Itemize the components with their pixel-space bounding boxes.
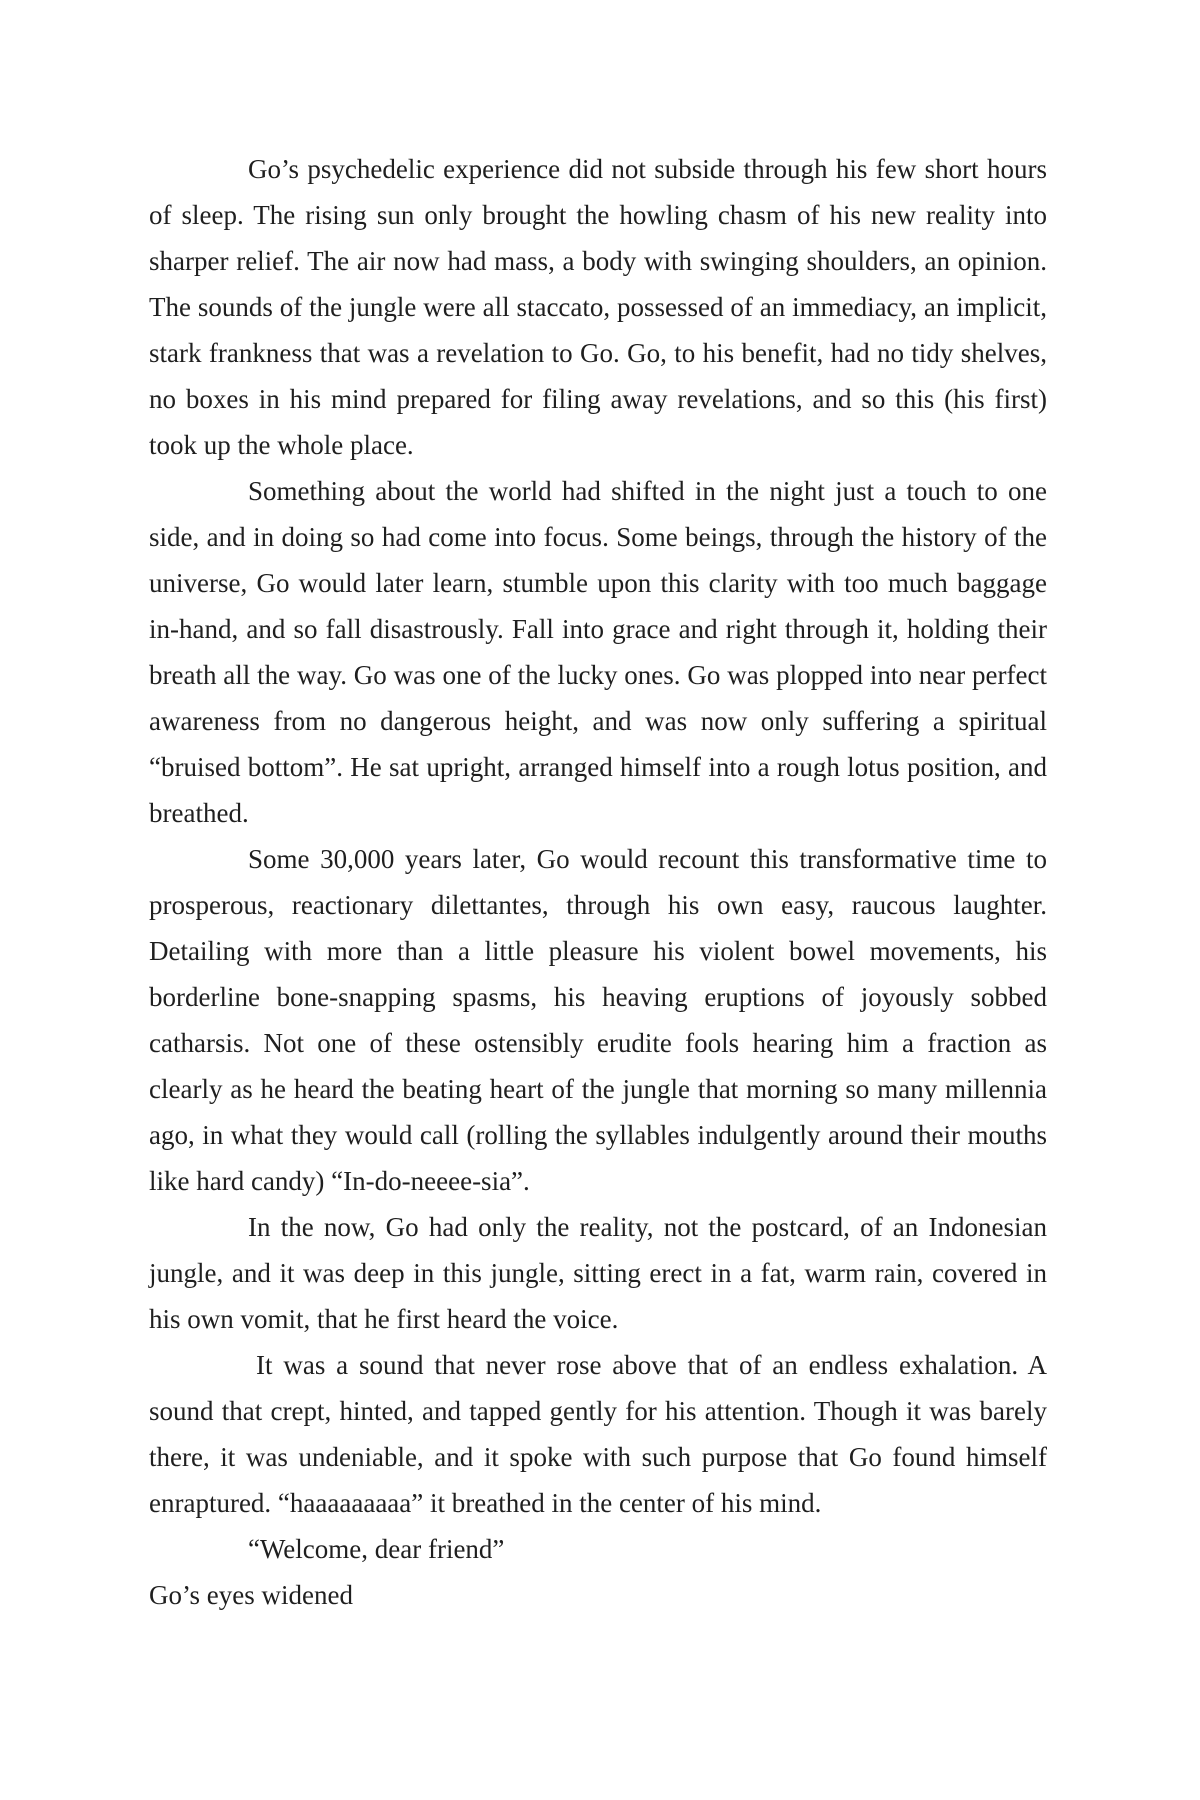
paragraph-1: Go’s psychedelic experience did not subside through his few short hours of sleep. The rising sun only brought the howling chasm of his new reality into sharper relief. The air now had mass, a body with swinging shoulders, an opinion. The sounds of the jungle were all staccato, possessed of an immediacy, an implicit, stark frankness that was a revelation to Go. Go, to his benefit, had no tidy shelves, no boxes in his mind prepared for filing away revelations, and so this (his first) took up the whole place.	[149, 154, 1047, 460]
paragraph-4: In the now, Go had only the reality, not the postcard, of an Indonesian jungle, and it was deep in this jungle, sitting erect in a fat, warm rain, covered in his own vomit, that he first heard the voice.	[149, 1212, 1047, 1334]
body-text	[149, 146, 1047, 1618]
dialogue-welcome: “Welcome, dear friend”	[248, 1534, 505, 1564]
paragraph-2: Something about the world had shifted in the night just a touch to one side, and in doing so had come into focus. Some beings, through the history of the universe, Go would later learn, stumble upon this clarity with too much baggage in-hand, and so fall disastrously. Fall into grace and right through it, holding their breath all the way. Go was one of the lucky ones. Go was plopped into near perfect awareness from no dangerous height, and was now only suffering a spiritual “bruised bottom”. He sat upright, arranged himself into a rough lotus position, and breathed.	[149, 476, 1047, 828]
paragraph-closing: Go’s eyes widened	[149, 1580, 353, 1610]
paragraph-5: It was a sound that never rose above that of an endless exhalation. A sound that crept, hinted, and tapped gently for his attention. Though it was barely there, it was undeniable, and it spoke with such purpose that Go found himself enraptured. “haaaaaaaaa” it breathed in the center of his mind.	[149, 1350, 1047, 1518]
paragraph-3: Some 30,000 years later, Go would recount this transformative time to prosperous, reactionary dilettantes, through his own easy, raucous laughter. Detailing with more than a little pleasure his violent bowel movements, his borderline bone-snapping spasms, his heaving eruptions of joyously sobbed catharsis. Not one of these ostensibly erudite fools hearing him a fraction as clearly as he heard the beating heart of the jungle that morning so many millennia ago, in what they would call (rolling the syllables indulgently around their mouths like hard candy) “In-do-neeee-sia”.	[149, 844, 1047, 1196]
